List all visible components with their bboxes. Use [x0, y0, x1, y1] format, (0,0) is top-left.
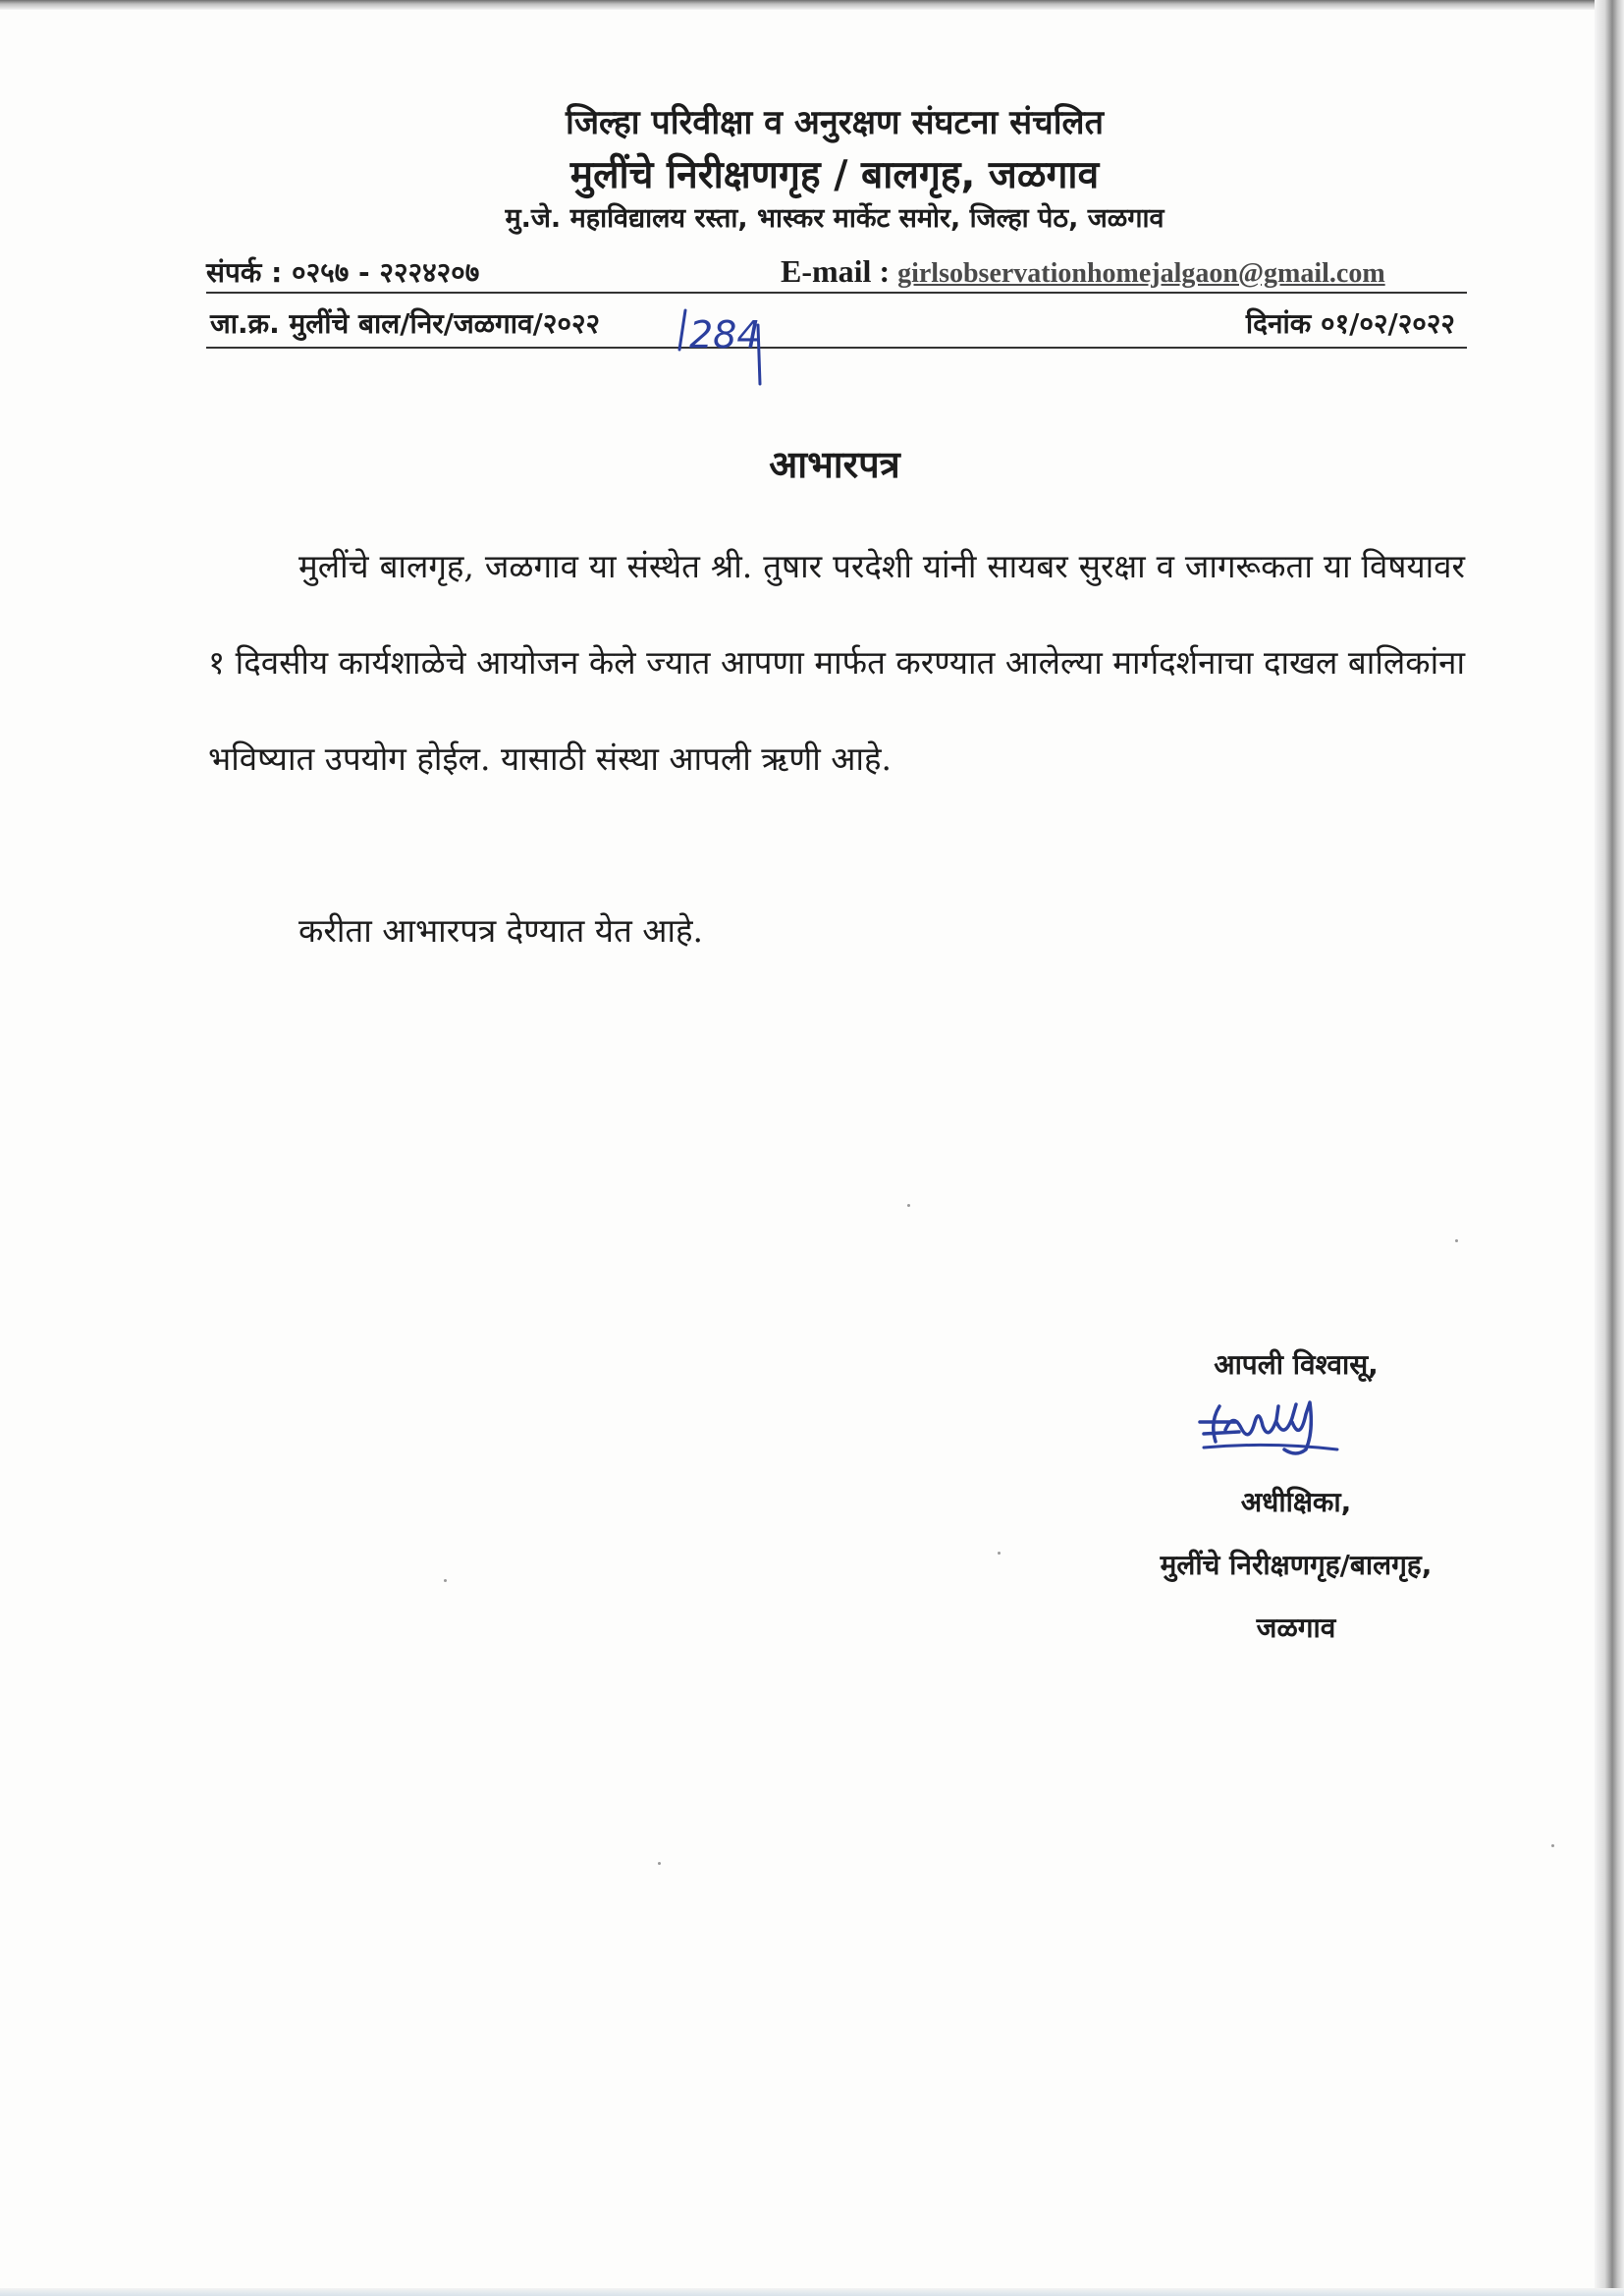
- signature-city: जळगाव: [1256, 1612, 1336, 1644]
- header-divider-top: [206, 292, 1467, 294]
- letter-paragraph: मुलींचे बालगृह, जळगाव या संस्थेत श्री. तुषार परदेशी यांनी सायबर सुरक्षा व जागरूकता या विषयावर १ दिवसीय कार्यशाळेचे आयोजन केले ज्यात आपणा मार्फत करण्यात आलेल्या मार्गदर्शनाचा दाखल बालिकांना भविष्यात उपयोग होईल. यासाठी संस्था आपली ऋणी आहे.: [208, 547, 1465, 778]
- letter-date: दिनांक ०१/०२/२०२२: [1245, 307, 1455, 340]
- scan-speck: [1455, 1239, 1458, 1242]
- reference-row: [206, 302, 1465, 342]
- scan-speck: [907, 1204, 910, 1207]
- letter-closing: करीता आभारपत्र देण्यात येत आहे.: [298, 911, 704, 950]
- email-block: [781, 253, 1385, 290]
- signature-designation: अधीक्षिका,: [1240, 1486, 1352, 1518]
- scan-edge-right: [1595, 0, 1624, 2296]
- header-divider-bottom: [206, 347, 1467, 349]
- scan-speck: [998, 1552, 1001, 1555]
- scan-edge-bottom: [0, 2288, 1624, 2296]
- letterhead-institution: मुलींचे निरीक्षणगृह / बालगृह, जळगाव: [569, 153, 1100, 197]
- letterhead-address: मु.जे. महाविद्यालय रस्ता, भास्कर मार्केट समोर, जिल्हा पेठ, जळगाव: [505, 203, 1164, 234]
- email-address: girlsobservationhomejalgaon@gmail.com: [897, 258, 1385, 289]
- scan-speck: [444, 1579, 447, 1582]
- signature-institution: मुलींचे निरीक्षणगृह/बालगृह,: [1160, 1549, 1433, 1581]
- handwritten-number-text: 284: [689, 313, 761, 356]
- scan-edge-top: [0, 0, 1624, 10]
- reference-number: जा.क्र. मुलींचे बाल/निर/जळगाव/२०२२: [210, 307, 601, 340]
- letter-title: आभारपत्र: [769, 443, 900, 486]
- signature-salutation: आपली विश्वासू,: [1214, 1348, 1379, 1381]
- handwritten-number: [677, 291, 785, 389]
- contact-row: [206, 253, 1465, 293]
- letterhead-organization: जिल्हा परिवीक्षा व अनुरक्षण संघटना संचलित: [566, 103, 1104, 142]
- scan-speck: [1551, 1844, 1554, 1847]
- handwritten-signature: [1190, 1393, 1347, 1461]
- scan-speck: [658, 1862, 661, 1865]
- email-label: E-mail :: [781, 253, 898, 289]
- contact-phone: संपर्क : ०२५७ - २२२४२०७: [206, 256, 480, 289]
